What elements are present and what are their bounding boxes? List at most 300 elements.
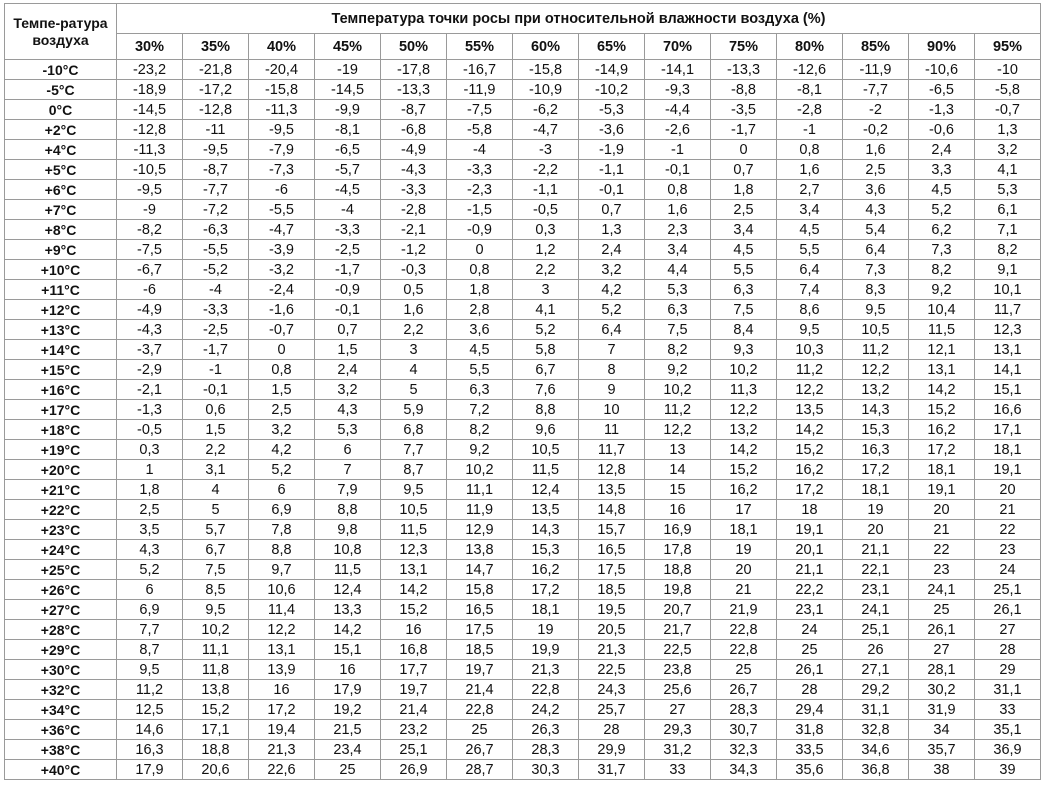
dew-point-cell: 12,2 [777,380,843,400]
dew-point-cell: 13,1 [909,360,975,380]
dew-point-cell: 11,5 [909,320,975,340]
dew-point-cell: 17,2 [777,480,843,500]
air-temperature-cell: +30°C [5,660,117,680]
dew-point-cell: 1,8 [117,480,183,500]
air-temperature-cell: +27°C [5,600,117,620]
air-temperature-cell: +38°C [5,740,117,760]
dew-point-cell: 20 [975,480,1041,500]
dew-point-cell: 24,3 [579,680,645,700]
air-temperature-cell: +32°C [5,680,117,700]
dew-point-cell: 14,2 [909,380,975,400]
dew-point-cell: 33,5 [777,740,843,760]
dew-point-cell: 25 [777,640,843,660]
dew-point-cell: -3,3 [183,300,249,320]
dew-point-cell: 25,6 [645,680,711,700]
dew-point-cell: 17,8 [645,540,711,560]
dew-point-cell: 14,3 [843,400,909,420]
dew-point-cell: 13,5 [513,500,579,520]
humidity-header-row [5,34,1041,60]
dew-point-cell: 18,1 [843,480,909,500]
dew-point-cell: 21,3 [249,740,315,760]
dew-point-cell: -10,2 [579,80,645,100]
dew-point-cell: 13,5 [579,480,645,500]
dew-point-cell: 6,3 [645,300,711,320]
humidity-header-cell: 40% [249,34,315,60]
air-temperature-cell: +9°C [5,240,117,260]
dew-point-cell: 1,6 [381,300,447,320]
dew-point-cell: 22 [909,540,975,560]
air-temperature-cell: +26°C [5,580,117,600]
dew-point-cell: -9,5 [117,180,183,200]
dew-point-cell: 3,2 [579,260,645,280]
dew-point-cell: 15,3 [843,420,909,440]
dew-point-cell: 31,9 [909,700,975,720]
dew-point-cell: 21,3 [513,660,579,680]
dew-point-cell: 0,8 [249,360,315,380]
table-row [5,80,1041,100]
dew-point-cell: -15,8 [249,80,315,100]
dew-point-cell: -0,2 [843,120,909,140]
dew-point-cell: 5 [183,500,249,520]
dew-point-cell: -14,1 [645,60,711,80]
dew-point-cell: 11,4 [249,600,315,620]
dew-point-cell: 3,2 [975,140,1041,160]
dew-point-cell: -5,5 [249,200,315,220]
dew-point-cell: 2,4 [909,140,975,160]
dew-point-cell: -1,6 [249,300,315,320]
dew-point-cell: 10,3 [777,340,843,360]
dew-point-cell: 12,5 [117,700,183,720]
dew-point-cell: 10,5 [513,440,579,460]
dew-point-cell: 4,5 [711,240,777,260]
dew-point-cell: 16 [249,680,315,700]
dew-point-cell: -6,8 [381,120,447,140]
dew-point-cell: 31,1 [843,700,909,720]
dew-point-cell: 4,5 [777,220,843,240]
air-temperature-cell: +29°C [5,640,117,660]
dew-point-cell: -23,2 [117,60,183,80]
dew-point-cell: 1,5 [249,380,315,400]
table-row [5,60,1041,80]
dew-point-cell: 35,6 [777,760,843,780]
dew-point-cell: -5,8 [447,120,513,140]
dew-point-cell: 22,5 [645,640,711,660]
dew-point-cell: -3,7 [117,340,183,360]
dew-point-cell: 2,5 [117,500,183,520]
dew-point-cell: 28,3 [513,740,579,760]
dew-point-cell: 8,2 [975,240,1041,260]
dew-point-cell: -9,9 [315,100,381,120]
dew-point-cell: -0,6 [909,120,975,140]
dew-point-cell: 2,8 [447,300,513,320]
dew-point-cell: 11,2 [645,400,711,420]
air-temperature-cell: +8°C [5,220,117,240]
humidity-header-cell: 95% [975,34,1041,60]
dew-point-cell: 19,9 [513,640,579,660]
dew-point-cell: -8,1 [315,120,381,140]
dew-point-cell: 7,5 [183,560,249,580]
dew-point-cell: -11 [183,120,249,140]
dew-point-cell: 0,8 [645,180,711,200]
table-row [5,420,1041,440]
dew-point-cell: 13,1 [975,340,1041,360]
dew-point-cell: -1,2 [381,240,447,260]
dew-point-cell: 27 [909,640,975,660]
dew-point-cell: -0,7 [249,320,315,340]
dew-point-cell: 11,8 [183,660,249,680]
dew-point-cell: 35,1 [975,720,1041,740]
dew-point-cell: 7,2 [447,400,513,420]
dew-point-cell: -12,8 [183,100,249,120]
dew-point-cell: 18,5 [579,580,645,600]
dew-point-cell: 28,7 [447,760,513,780]
air-temperature-cell: +13°C [5,320,117,340]
dew-point-cell: -2,9 [117,360,183,380]
air-temperature-cell: +6°C [5,180,117,200]
dew-point-cell: 4,3 [843,200,909,220]
dew-point-cell: 16,2 [711,480,777,500]
dew-point-cell: 4,2 [249,440,315,460]
dew-point-cell: 10,2 [183,620,249,640]
dew-point-cell: 7,9 [315,480,381,500]
dew-point-cell: -13,3 [711,60,777,80]
dew-point-cell: 0,3 [513,220,579,240]
dew-point-cell: 22,6 [249,760,315,780]
dew-point-cell: 23 [975,540,1041,560]
dew-point-cell: 4,1 [975,160,1041,180]
dew-point-cell: 23 [909,560,975,580]
dew-point-cell: 10,4 [909,300,975,320]
table-row [5,340,1041,360]
dew-point-cell: -12,8 [117,120,183,140]
dew-point-cell: 19,1 [909,480,975,500]
dew-point-cell: 3,4 [711,220,777,240]
dew-point-cell: -15,8 [513,60,579,80]
air-temperature-cell: +15°C [5,360,117,380]
dew-point-cell: 0,7 [579,200,645,220]
dew-point-cell: 25 [315,760,381,780]
table-row [5,660,1041,680]
dew-point-cell: 20,6 [183,760,249,780]
dew-point-cell: -5,5 [183,240,249,260]
dew-point-cell: 5,8 [513,340,579,360]
dew-point-cell: 16,3 [843,440,909,460]
air-temperature-cell: +21°C [5,480,117,500]
dew-point-cell: 2,5 [843,160,909,180]
dew-point-cell: 22,8 [711,620,777,640]
dew-point-cell: 23,1 [777,600,843,620]
air-temperature-header: Темпе-ратура воздуха [5,4,117,60]
dew-point-cell: -1 [777,120,843,140]
dew-point-cell: 21,1 [843,540,909,560]
dew-point-cell: 2,2 [513,260,579,280]
dew-point-cell: 2,7 [777,180,843,200]
dew-point-cell: 7,3 [843,260,909,280]
humidity-header-cell: 85% [843,34,909,60]
dew-point-cell: 34,3 [711,760,777,780]
dew-point-cell: -7,7 [183,180,249,200]
dew-point-cell: -11,3 [117,140,183,160]
dew-point-cell: 33 [975,700,1041,720]
dew-point-cell: -6,7 [117,260,183,280]
air-temperature-cell: +23°C [5,520,117,540]
dew-point-cell: -8,8 [711,80,777,100]
dew-point-cell: -4,9 [117,300,183,320]
table-row [5,400,1041,420]
dew-point-cell: -8,2 [117,220,183,240]
dew-point-cell: 21,5 [315,720,381,740]
table-row [5,380,1041,400]
dew-point-cell: 11,5 [513,460,579,480]
dew-point-cell: 8,3 [843,280,909,300]
dew-point-cell: 17,2 [843,460,909,480]
dew-point-cell: 25,7 [579,700,645,720]
dew-point-cell: 10,5 [843,320,909,340]
dew-point-cell: 23,8 [645,660,711,680]
dew-point-cell: 6,9 [249,500,315,520]
dew-point-cell: 28 [579,720,645,740]
air-temperature-cell: +19°C [5,440,117,460]
dew-point-cell: -4,7 [513,120,579,140]
dew-point-cell: -17,8 [381,60,447,80]
dew-point-cell: -11,9 [447,80,513,100]
dew-point-cell: 4,5 [447,340,513,360]
dew-point-cell: 3,2 [249,420,315,440]
dew-point-cell: 29 [975,660,1041,680]
dew-point-cell: 3,5 [117,520,183,540]
dew-point-cell: -3,3 [381,180,447,200]
air-temperature-cell: +18°C [5,420,117,440]
dew-point-cell: 8,6 [777,300,843,320]
dew-point-cell: 17,1 [975,420,1041,440]
dew-point-cell: 17,2 [513,580,579,600]
dew-point-cell: 6,8 [381,420,447,440]
dew-point-cell: 15,2 [381,600,447,620]
dew-point-cell: 4 [183,480,249,500]
dew-point-cell: 27,1 [843,660,909,680]
dew-point-cell: 29,2 [843,680,909,700]
air-temperature-cell: +40°C [5,760,117,780]
dew-point-cell: 11,3 [711,380,777,400]
dew-point-cell: 14,3 [513,520,579,540]
dew-point-cell: -0,1 [579,180,645,200]
humidity-header-cell: 35% [183,34,249,60]
dew-point-cell: 8,2 [447,420,513,440]
table-row [5,580,1041,600]
dew-point-cell: 7,6 [513,380,579,400]
dew-point-cell: 10,2 [447,460,513,480]
dew-point-cell: -1 [183,360,249,380]
table-row [5,520,1041,540]
dew-point-cell: 8,8 [249,540,315,560]
dew-point-cell: -2,8 [777,100,843,120]
humidity-header-cell: 30% [117,34,183,60]
dew-point-cell: 12,4 [513,480,579,500]
dew-point-cell: 20,1 [777,540,843,560]
dew-point-cell: 15,3 [513,540,579,560]
dew-point-cell: 7,3 [909,240,975,260]
dew-point-cell: -5,7 [315,160,381,180]
dew-point-cell: 19,5 [579,600,645,620]
dew-point-cell: 18,1 [711,520,777,540]
dew-point-cell: 7,7 [117,620,183,640]
dew-point-cell: 11 [579,420,645,440]
dew-point-cell: 6,4 [579,320,645,340]
dew-point-cell: 21 [909,520,975,540]
dew-point-cell: 32,8 [843,720,909,740]
dew-point-cell: 4,4 [645,260,711,280]
humidity-header-cell: 80% [777,34,843,60]
dew-point-cell: 0,8 [777,140,843,160]
dew-point-cell: 22,1 [843,560,909,580]
dew-point-cell: -3,6 [579,120,645,140]
dew-point-cell: -13,3 [381,80,447,100]
dew-point-cell: 17,7 [381,660,447,680]
dew-point-cell: 10,5 [381,500,447,520]
dew-point-cell: 0 [711,140,777,160]
dew-point-cell: 23,2 [381,720,447,740]
dew-point-cell: 9,5 [843,300,909,320]
dew-point-cell: 5,5 [711,260,777,280]
dew-point-cell: -5,8 [975,80,1041,100]
dew-point-cell: 20,5 [579,620,645,640]
dew-point-cell: 6,7 [183,540,249,560]
dew-point-cell: 0,7 [711,160,777,180]
dew-point-cell: 35,7 [909,740,975,760]
dew-point-cell: 16 [315,660,381,680]
dew-point-cell: 25,1 [381,740,447,760]
dew-point-cell: -14,5 [315,80,381,100]
dew-point-cell: 28 [975,640,1041,660]
dew-point-cell: 12,2 [249,620,315,640]
dew-point-cell: 26,7 [447,740,513,760]
dew-point-cell: 12,8 [579,460,645,480]
dew-point-cell: 23,4 [315,740,381,760]
dew-point-cell: 25,1 [843,620,909,640]
dew-point-cell: 34,6 [843,740,909,760]
dew-point-cell: -21,8 [183,60,249,80]
dew-point-cell: 33 [645,760,711,780]
dew-point-cell: 0,3 [117,440,183,460]
title-row [5,4,1041,34]
dew-point-cell: 0,6 [183,400,249,420]
dew-point-cell: -19 [315,60,381,80]
dew-point-cell: 7 [315,460,381,480]
dew-point-cell: 7,5 [711,300,777,320]
dew-point-cell: 7,8 [249,520,315,540]
dew-point-cell: 11,2 [843,340,909,360]
dew-point-cell: -4,3 [381,160,447,180]
dew-point-cell: 1,6 [843,140,909,160]
table-row [5,560,1041,580]
air-temperature-cell: 0°C [5,100,117,120]
air-temperature-cell: +2°C [5,120,117,140]
dew-point-cell: 15 [645,480,711,500]
air-temperature-cell: +28°C [5,620,117,640]
dew-point-cell: 29,4 [777,700,843,720]
dew-point-cell: 0,7 [315,320,381,340]
dew-point-cell: 6,4 [843,240,909,260]
air-temperature-cell: +4°C [5,140,117,160]
dew-point-cell: 13,1 [381,560,447,580]
table-row [5,760,1041,780]
dew-point-cell: 3,6 [843,180,909,200]
dew-point-cell: 11,2 [777,360,843,380]
dew-point-cell: -3,9 [249,240,315,260]
dew-point-cell: 36,9 [975,740,1041,760]
dew-point-cell: 2,4 [579,240,645,260]
dew-point-cell: 26,1 [909,620,975,640]
dew-point-cell: 12,2 [645,420,711,440]
dew-point-cell: -4,9 [381,140,447,160]
dew-point-cell: 31,1 [975,680,1041,700]
dew-point-cell: 15,2 [777,440,843,460]
dew-point-cell: -11,9 [843,60,909,80]
dew-point-cell: -1 [645,140,711,160]
dew-point-cell: 12,2 [843,360,909,380]
dew-point-cell: 25 [909,600,975,620]
dew-point-cell: -9 [117,200,183,220]
dew-point-cell: 8,8 [315,500,381,520]
dew-point-cell: 26,3 [513,720,579,740]
dew-point-cell: 25 [447,720,513,740]
dew-point-cell: -2,2 [513,160,579,180]
dew-point-cell: 9,2 [645,360,711,380]
dew-point-cell: 0 [447,240,513,260]
dew-point-cell: -16,7 [447,60,513,80]
dew-point-cell: -10 [975,60,1041,80]
dew-point-cell: 22,8 [447,700,513,720]
dew-point-cell: -7,2 [183,200,249,220]
dew-point-cell: -4,4 [645,100,711,120]
humidity-header-cell: 60% [513,34,579,60]
dew-point-cell: -2 [843,100,909,120]
dew-point-cell: 6,9 [117,600,183,620]
dew-point-cell: 6,1 [975,200,1041,220]
dew-point-cell: 18,5 [447,640,513,660]
dew-point-cell: 13,8 [183,680,249,700]
dew-point-cell: -11,3 [249,100,315,120]
dew-point-cell: 18 [777,500,843,520]
humidity-header-cell: 50% [381,34,447,60]
dew-point-cell: 21,1 [777,560,843,580]
dew-point-cell: 5,2 [513,320,579,340]
dew-point-cell: 16 [381,620,447,640]
dew-point-cell: -1,9 [579,140,645,160]
dew-point-cell: 15,2 [711,460,777,480]
dew-point-cell: 4 [381,360,447,380]
dew-point-cell: 26,1 [975,600,1041,620]
dew-point-cell: 10,1 [975,280,1041,300]
humidity-header-cell: 45% [315,34,381,60]
dew-point-cell: 1 [117,460,183,480]
dew-point-cell: 12,1 [909,340,975,360]
dew-point-cell: 28,3 [711,700,777,720]
dew-point-cell: 31,8 [777,720,843,740]
dew-point-cell: 2,5 [249,400,315,420]
dew-point-cell: 8,7 [117,640,183,660]
table-row [5,640,1041,660]
table-row [5,600,1041,620]
dew-point-cell: 3 [513,280,579,300]
dew-point-cell: -1,5 [447,200,513,220]
dew-point-cell: 9,6 [513,420,579,440]
dew-point-cell: 6 [117,580,183,600]
dew-point-cell: 3,1 [183,460,249,480]
dew-point-cell: 10,8 [315,540,381,560]
dew-point-cell: -4,5 [315,180,381,200]
dew-point-cell: 18,8 [183,740,249,760]
